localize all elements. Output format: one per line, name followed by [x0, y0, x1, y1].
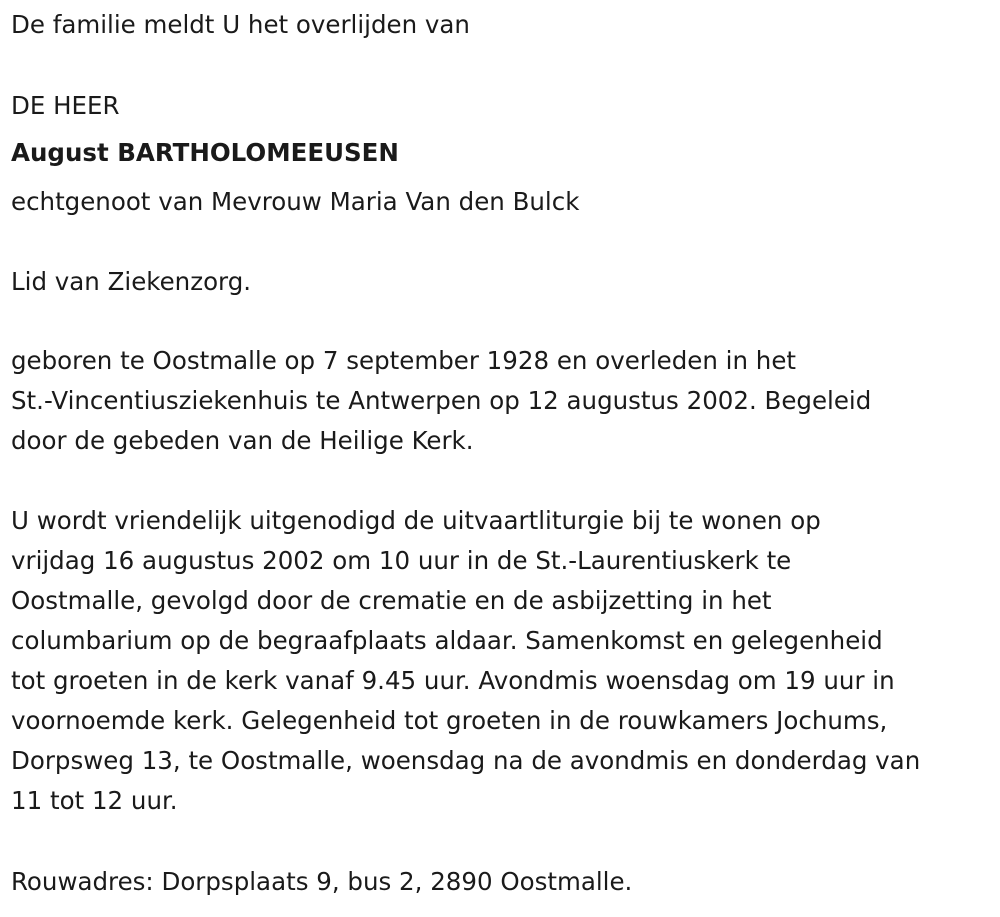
funeral-line-4: columbarium op de begraafplaats aldaar. Samenkomst en gelegenheid — [11, 626, 883, 655]
birth-death-line-3: door de gebeden van de Heilige Kerk. — [11, 426, 474, 455]
honorific: DE HEER — [11, 91, 120, 120]
birth-death-line-2: St.-Vincentiusziekenhuis te Antwerpen op 12 augustus 2002. Begeleid — [11, 386, 872, 415]
mourning-address: Rouwadres: Dorpsplaats 9, bus 2, 2890 Oostmalle. — [11, 867, 633, 896]
funeral-line-1: U wordt vriendelijk uitgenodigd de uitvaartliturgie bij te wonen op — [11, 506, 821, 535]
spouse-line: echtgenoot van Mevrouw Maria Van den Bulck — [11, 187, 580, 216]
funeral-line-5: tot groeten in de kerk vanaf 9.45 uur. Avondmis woensdag om 19 uur in — [11, 666, 895, 695]
deceased-name: August BARTHOLOMEEUSEN — [11, 138, 399, 167]
announcement-line: De familie meldt U het overlijden van — [11, 10, 470, 39]
funeral-line-7: Dorpsweg 13, te Oostmalle, woensdag na de avondmis en donderdag van — [11, 746, 921, 775]
funeral-line-3: Oostmalle, gevolgd door de crematie en de asbijzetting in het — [11, 586, 772, 615]
membership-line: Lid van Ziekenzorg. — [11, 267, 252, 296]
funeral-line-2: vrijdag 16 augustus 2002 om 10 uur in de St.-Laurentiuskerk te — [11, 546, 792, 575]
birth-death-line-1: geboren te Oostmalle op 7 september 1928 en overleden in het — [11, 346, 796, 375]
funeral-line-6: voornoemde kerk. Gelegenheid tot groeten in de rouwkamers Jochums, — [11, 706, 888, 735]
funeral-line-8: 11 tot 12 uur. — [11, 786, 178, 815]
